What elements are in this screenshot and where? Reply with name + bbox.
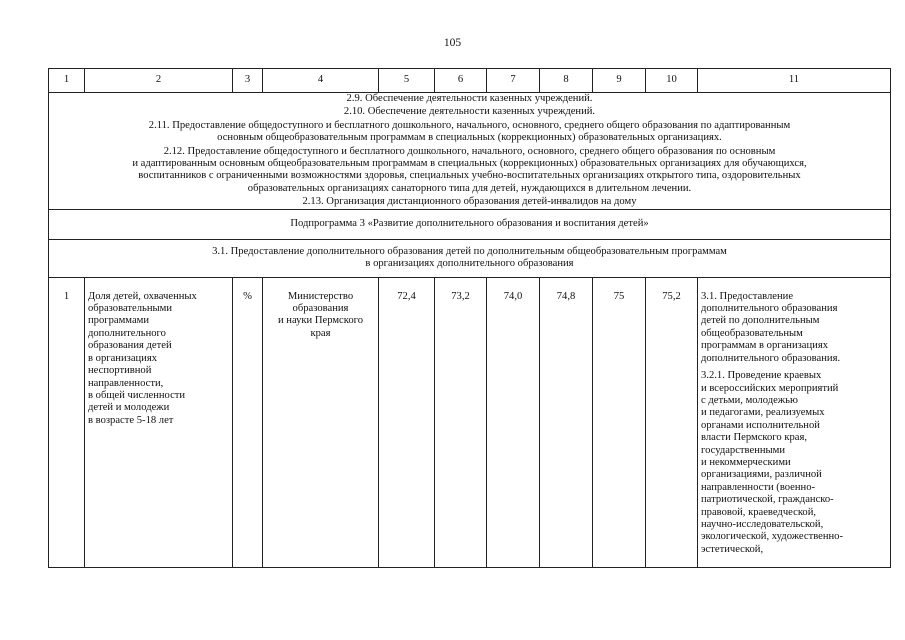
responsible-executor: Министерство образования и науки Пермского края — [263, 277, 379, 567]
subsection-title: 3.1. Предоставление дополнительного образования детей по дополнительным общеобразовательным программам в организациях дополнительного образования — [49, 239, 891, 277]
col-header-11: 11 — [698, 69, 891, 93]
table-row — [49, 277, 891, 567]
value-col-6: 73,2 — [435, 277, 487, 567]
section-2-11: 2.11. Предоставление общедоступного и бесплатного дошкольного, начального, основного, среднего общего образования по адаптированным основным общеобразовательным программам в специальных (коррекционных) образовательных организациях. — [148, 119, 791, 144]
col-header-2: 2 — [85, 69, 233, 93]
value-col-10: 75,2 — [646, 277, 698, 567]
indicator-name: Доля детей, охваченных образовательными программами дополнительного образования детей в организациях неспортивной направленности, в общей численности детей и молодежи в возрасте 5-18 лет — [85, 277, 233, 567]
col-header-1: 1 — [49, 69, 85, 93]
value-col-5: 72,4 — [379, 277, 435, 567]
col-header-7: 7 — [487, 69, 540, 93]
subsection-row — [49, 239, 891, 277]
page-number: 105 — [443, 37, 462, 49]
col-header-10: 10 — [646, 69, 698, 93]
col-header-6: 6 — [435, 69, 487, 93]
section-2-13: 2.13. Организация дистанционного образования детей-инвалидов на дому — [302, 196, 637, 208]
col-header-8: 8 — [540, 69, 593, 93]
value-col-8: 74,8 — [540, 277, 593, 567]
subprogram-title: Подпрограмма 3 «Развитие дополнительного образования и воспитания детей» — [49, 209, 891, 239]
section-2-10: 2.10. Обеспечение деятельности казенных учреждений. — [343, 106, 596, 118]
measure-3-2-1: 3.2.1. Проведение краевых и всероссийских мероприятий с детьми, молодежью и педагогами, реализуемых органами исполнительной власти Пермского края, государственными и некоммерческими организациями, различной направленности (военно- патриотической, гражданско- правовой, краеведческой, научно-исследовательской, экологической, художественно- эстетической, — [701, 370, 844, 555]
section-2-9: 2.9. Обеспечение деятельности казенных учреждений. — [346, 93, 593, 104]
measures-cell — [698, 277, 891, 567]
sections-cell — [49, 93, 891, 210]
col-header-4: 4 — [263, 69, 379, 93]
measure-3-1: 3.1. Предоставление дополнительного образования детей по дополнительным общеобразовательным программам в организациях дополнительного образования. — [701, 290, 841, 364]
row-number: 1 — [49, 277, 85, 567]
value-col-7: 74,0 — [487, 277, 540, 567]
col-header-9: 9 — [593, 69, 646, 93]
section-2-12: 2.12. Предоставление общедоступного и бесплатного дошкольного, начального, основного, среднего общего образования по основным и адаптированным основным общеобразовательным программам в специальных (коррекционных) образовательных организациях для обучающихся, воспитанников с ограниченными возможностями здоровья, специальных учебно-воспитательных организациях открытого типа, оздоровительных образовательных организациях санаторного типа для детей, нуждающихся в длительном лечении. — [132, 145, 807, 194]
col-header-3: 3 — [233, 69, 263, 93]
value-col-9: 75 — [593, 277, 646, 567]
unit: % — [233, 277, 263, 567]
column-number-row — [49, 69, 891, 93]
sections-row — [49, 93, 891, 210]
subprogram-row — [49, 209, 891, 239]
program-table — [48, 68, 891, 568]
col-header-5: 5 — [379, 69, 435, 93]
